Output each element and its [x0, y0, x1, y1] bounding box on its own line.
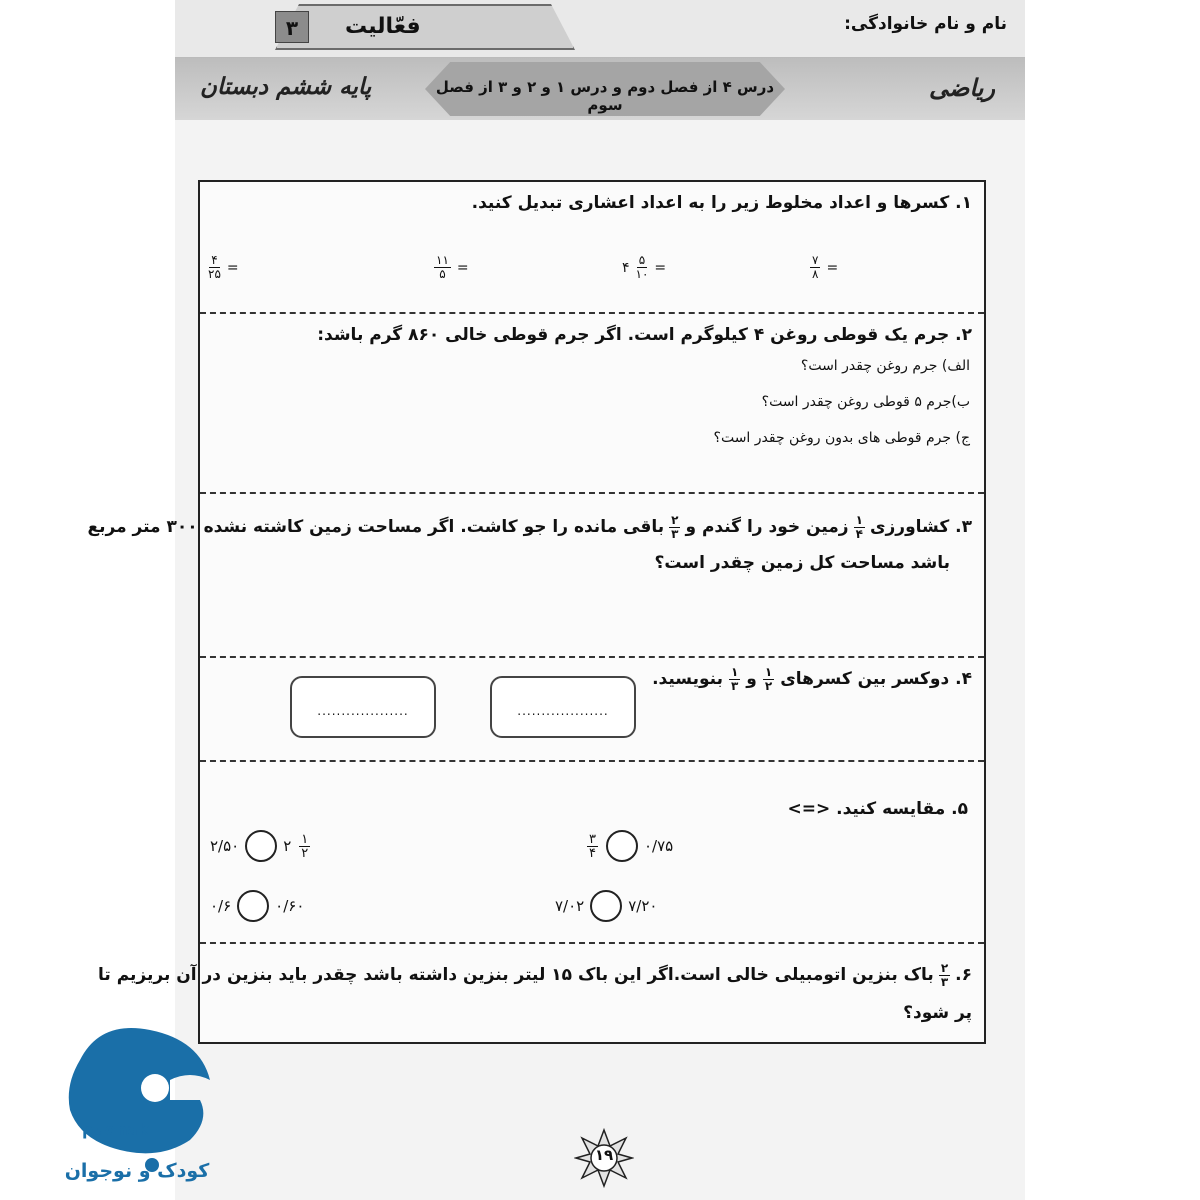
q6-text-b: باک بنزین اتومبیلی خالی است.اگر این باک ۱۵ لیتر بنزین داشته باشد چقدر باید بنزین در آن بریزیم تا: [98, 965, 934, 985]
question-3-line-1: [88, 512, 972, 542]
whole-number: ۴: [622, 259, 630, 276]
question-4: [652, 664, 972, 694]
fraction: [763, 666, 774, 693]
fraction: [729, 666, 740, 693]
compare-row-1: [585, 830, 673, 862]
fraction: [854, 514, 865, 541]
question-6-line-2: پر شود؟: [903, 1003, 972, 1023]
q3-text-a: ۳. کشاورزی: [869, 517, 972, 537]
divider: [200, 492, 984, 494]
q4-text-b: بنویسید.: [652, 669, 723, 689]
question-2a: الف) جرم روغن چقدر است؟: [800, 358, 970, 374]
numerator: ۷: [812, 253, 819, 267]
fraction: [939, 962, 950, 989]
denominator: ۸: [812, 267, 819, 281]
compare-row-2: [210, 830, 312, 862]
compare-value: ۰/۷۵: [643, 837, 674, 855]
compare-value: ۰/۶: [210, 897, 232, 915]
whole-number: ۲: [283, 837, 292, 855]
numerator: ۴: [211, 253, 218, 267]
activity-tab: [275, 4, 575, 50]
equals-sign: =: [826, 259, 839, 276]
denominator: ۳: [940, 974, 949, 989]
compare-circle[interactable]: [606, 830, 638, 862]
fraction: [587, 833, 598, 860]
compare-row-4: [210, 890, 304, 922]
compare-circle[interactable]: [237, 890, 269, 922]
equals-sign: =: [654, 259, 667, 276]
divider: [200, 656, 984, 658]
numerator: ۲: [940, 960, 949, 975]
numerator: ۵: [638, 253, 646, 267]
logo-wordmark: puonak: [82, 1120, 149, 1139]
compare-value: ۰/۶۰: [275, 897, 305, 915]
fraction: [636, 254, 649, 281]
compare-circle[interactable]: [245, 830, 277, 862]
q4-text-a: ۴. دوکسر بین کسرهای: [780, 669, 972, 689]
denominator: ۳: [730, 678, 739, 693]
compare-circle[interactable]: [590, 890, 622, 922]
compare-value: ۷/۰۲: [555, 897, 585, 915]
denominator: ۵: [439, 267, 446, 281]
denominator: ۱۰: [635, 267, 649, 281]
student-name-label: نام و نام خانوادگی:: [844, 14, 1007, 34]
denominator: ۲: [301, 845, 309, 861]
denominator: ۲: [764, 678, 773, 693]
answer-dots: ...................: [517, 704, 609, 718]
denominator: ۳: [671, 526, 679, 541]
denominator: ۲۵: [208, 267, 221, 281]
denominator: ۴: [855, 526, 863, 541]
q1-item-2: [622, 254, 666, 281]
numerator: ۱: [301, 831, 309, 847]
compare-row-3: [555, 890, 657, 922]
denominator: ۴: [589, 845, 596, 861]
fraction: [810, 254, 820, 281]
numerator: ۱: [730, 664, 739, 679]
question-2b: ب)جرم ۵ قوطی روغن چقدر است؟: [761, 394, 970, 410]
answer-box-1[interactable]: [490, 676, 636, 738]
question-5: ۵. مقایسه کنید. <=>: [787, 799, 968, 819]
q3-text-b: زمین خود را گندم و: [685, 517, 849, 537]
q1-item-1: [808, 254, 838, 281]
fraction: [669, 514, 680, 541]
grade-title: پایه ششم دبستان: [200, 74, 372, 100]
answer-dots: ...................: [317, 704, 409, 718]
numerator: ۲: [671, 512, 679, 527]
question-1: ۱. کسرها و اعداد مخلوط زیر را به اعداد اعشاری تبدیل کنید.: [471, 193, 972, 213]
question-2c: ج) جرم قوطی های بدون روغن چقدر است؟: [713, 430, 970, 446]
fraction: [299, 833, 310, 860]
question-3-line-2: باشد مساحت کل زمین چقدر است؟: [654, 553, 950, 573]
q3-text-c: باقی مانده را جو کاشت. اگر مساحت زمین کاشته نشده ۳۰۰ متر مربع: [87, 517, 665, 537]
divider: [200, 312, 984, 314]
numerator: ۱: [855, 512, 863, 527]
equals-sign: =: [456, 259, 469, 276]
activity-label: فعّالیت: [345, 14, 421, 39]
numerator: ۳: [589, 831, 596, 847]
lesson-title: درس ۴ از فصل دوم و درس ۱ و ۲ و ۳ از فصل سوم: [435, 78, 775, 114]
logo-subtitle: کودک و نوجوان: [64, 1160, 210, 1182]
divider: [200, 760, 984, 762]
header-band: [175, 58, 1025, 120]
equals-sign: =: [226, 259, 239, 276]
numerator: ۱۱: [436, 253, 449, 267]
compare-value: ۷/۲۰: [628, 897, 658, 915]
fraction: [208, 254, 221, 281]
activity-number: ۳: [275, 11, 309, 43]
numerator: ۱: [764, 664, 773, 679]
subject-title: ریاضی: [929, 74, 995, 102]
q1-item-4: [206, 254, 239, 281]
question-6-line-1: [98, 960, 972, 990]
q6-text-a: ۶.: [955, 965, 972, 985]
compare-value: ۲/۵۰: [210, 837, 240, 855]
page-number: ۱۹: [594, 1146, 614, 1164]
question-2: ۲. جرم یک قوطی روغن ۴ کیلوگرم است. اگر جرم قوطی خالی ۸۶۰ گرم باشد:: [317, 325, 972, 345]
q4-and: و: [746, 669, 757, 689]
divider: [200, 942, 984, 944]
fraction: [434, 254, 451, 281]
q1-item-3: [432, 254, 469, 281]
answer-box-2[interactable]: [290, 676, 436, 738]
